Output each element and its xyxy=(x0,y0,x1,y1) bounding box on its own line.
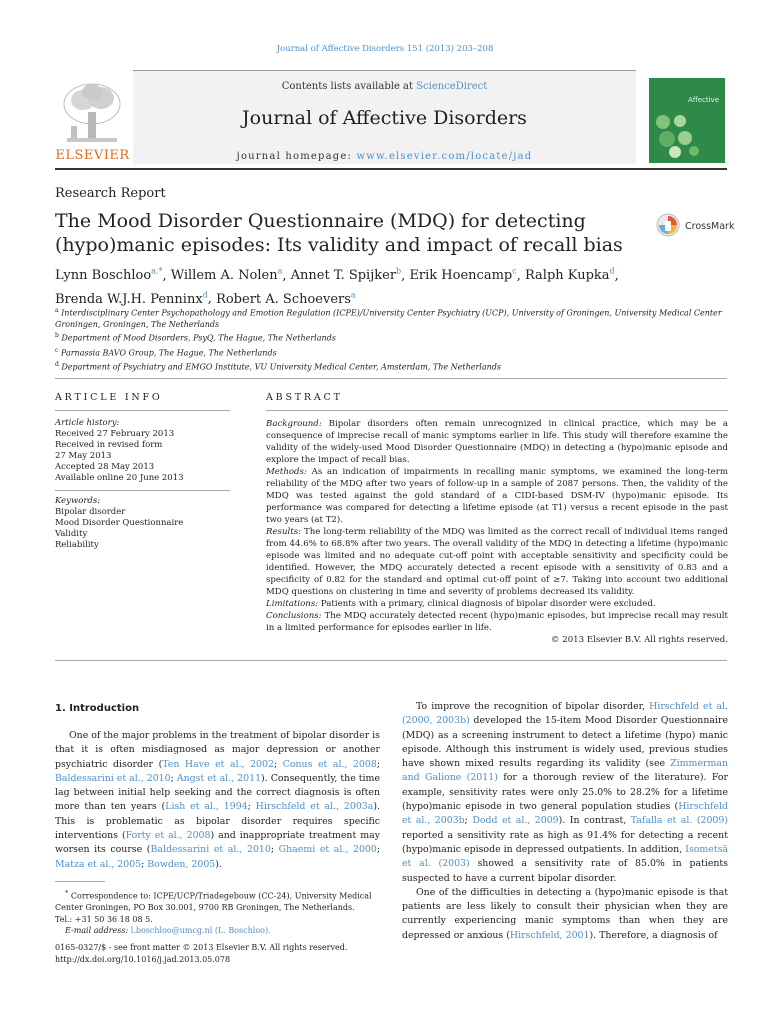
body-text: ). Consequently, the time lag between initial help seeking and the correct diagnosis is often more than ten years ( xyxy=(55,772,380,813)
info-top-divider xyxy=(55,378,727,379)
journal-header-box xyxy=(133,70,636,164)
info-heading-rule xyxy=(55,410,230,411)
author[interactable]: Willem A. Nolen$^a$ xyxy=(170,267,283,284)
history-item: 27 May 2013 xyxy=(55,451,112,461)
elsevier-wordmark: ELSEVIER xyxy=(55,148,130,163)
elsevier-logo xyxy=(55,78,130,163)
abstract-bottom-divider xyxy=(55,660,727,661)
body-text: ; xyxy=(464,815,473,827)
keywords-label: Keywords: xyxy=(55,496,101,506)
abstract-copyright: © 2013 Elsevier B.V. All rights reserved. xyxy=(550,635,728,645)
citation-link[interactable]: Conus et al., 2008 xyxy=(282,758,377,770)
cover-title: Affective xyxy=(688,96,719,104)
citation-link[interactable]: Baldessarini et al., 2010 xyxy=(55,772,171,784)
homepage-prefix: journal homepage: xyxy=(236,151,357,162)
citation-link[interactable]: Isometsä et al. (2003) xyxy=(402,843,728,870)
body-text: ; xyxy=(247,801,256,813)
author[interactable]: Lynn Boschloo$^{a,*}$ xyxy=(55,267,163,284)
author[interactable]: Ralph Kupka$^d$ xyxy=(524,267,615,284)
body-text: ; xyxy=(376,844,381,856)
author[interactable]: Erik Hoencamp$^c$ xyxy=(409,267,517,284)
citation-link[interactable]: Hirschfeld et al., 2003a xyxy=(255,801,374,813)
body-text: showed a sensitivity rate of 85.0% in patients suspected to have a current bipolar disorder. xyxy=(402,858,728,884)
body-text: ; xyxy=(270,844,279,856)
keywords-divider xyxy=(55,490,230,491)
abstract-results: Results: The long-term reliability of the MDQ was limited as the correct recall of individual items ranged from 44.6% to 68.8% after two years. The overall validity of the MDQ in detecting a lifetime (hypo)manic episode was limited and no adequate cut-off point with acceptable sensitivity and specificity could be identified. However, the MDQ accurately detected a recent episode with a sensitivity of 0.83 and a specificity of 0.82 for the standard and optimal cut-off point of ≥7. Taking into account two additional MDQ questions on clustering in time and severity of problems decreased its validity. xyxy=(266,527,728,597)
journal-name: Journal of Affective Disorders xyxy=(242,107,527,129)
citation-link[interactable]: Bowden, 2005 xyxy=(147,858,216,870)
intro-paragraph xyxy=(402,700,728,886)
abstract-background: Background: Bipolar disorders often remain unrecognized in clinical practice, which may be a consequence of imprecise recall of manic symptoms earlier in life. This study will therefore examine the validity of the widely-used Mood Disorder Questionnaire (MDQ) in detecting a (hypo)manic episode and explore the impact of recall bias. xyxy=(266,419,728,465)
crossmark-label: CrossMark xyxy=(685,221,735,232)
citation-link[interactable]: Angst et al., 2011 xyxy=(176,772,262,784)
contents-line xyxy=(133,81,636,92)
history-item: Received 27 February 2013 xyxy=(55,429,175,439)
body-text: One of the difficulties in detecting a (hypo)manic episode is that patients are less likely to consult their physician when they are currently experiencing manic symptoms than when they are depressed or anxious ( xyxy=(402,886,728,941)
body-text: ). Therefore, a diagnosis of xyxy=(589,929,718,941)
citation-link[interactable]: Baldessarini et al., 2010 xyxy=(150,844,271,856)
contents-prefix: Contents lists available at xyxy=(281,81,417,92)
history-item: Available online 20 June 2013 xyxy=(55,473,184,483)
citation-link[interactable]: Dodd et al., 2009 xyxy=(472,815,559,827)
body-text: ; xyxy=(376,758,380,770)
header-divider xyxy=(55,168,727,170)
section-title-introduction: 1. Introduction xyxy=(55,703,140,714)
history-item: Accepted 28 May 2013 xyxy=(55,462,155,472)
affiliations xyxy=(55,305,735,373)
citation-link[interactable]: Hirschfeld, 2001 xyxy=(509,929,590,941)
keyword: Bipolar disorder xyxy=(55,507,126,517)
author-list: Lynn Boschloo$^{a,*}$, Willem A. Nolen$^a$, Annet T. Spijker$^b$, Erik Hoencamp$^c$, Ralph Kupka$^d$, Brenda W.J.H. Penninx$^d$, Robert A. Schoevers$^a$ xyxy=(55,267,619,307)
author[interactable]: Brenda W.J.H. Penninx$^d$ xyxy=(55,290,208,307)
citation-link[interactable]: Matza et al., 2005 xyxy=(55,858,142,870)
article-title: The Mood Disorder Questionnaire (MDQ) for detecting (hypo)manic episodes: Its validity and impact of recall bias xyxy=(55,210,623,256)
citation-link[interactable]: Ten Have et al., 2002 xyxy=(162,758,274,770)
journal-homepage xyxy=(133,151,636,162)
email-link[interactable]: l.boschloo@umcg.nl (L. Boschloo). xyxy=(130,926,271,936)
journal-cover-image xyxy=(649,78,725,163)
abstract-heading-rule xyxy=(266,410,728,411)
publication-meta xyxy=(55,942,385,965)
doi-link[interactable]: http://dx.doi.org/10.1016/j.jad.2013.05.078 xyxy=(55,954,231,964)
abstract-body xyxy=(266,418,728,646)
homepage-link[interactable]: www.elsevier.com/locate/jad xyxy=(356,151,533,162)
footnote-rule xyxy=(55,881,105,882)
intro-paragraph xyxy=(402,886,728,943)
body-left-column xyxy=(55,729,380,872)
crossmark-icon xyxy=(655,212,681,240)
cover-pattern-icon xyxy=(653,112,701,158)
citation-link[interactable]: Tafalla et al. (2009) xyxy=(630,815,729,827)
affiliation: $^c$ Parnassia BAVO Group, The Hague, The Netherlands xyxy=(55,346,277,358)
intro-paragraph xyxy=(55,729,380,872)
keyword: Mood Disorder Questionnaire xyxy=(55,518,184,528)
citation-link[interactable]: Ghaemi et al., 2000 xyxy=(278,844,377,856)
body-text: ; xyxy=(141,858,148,870)
abstract-methods: Methods: As an indication of impairments in recalling manic symptoms, we examined the long-term reliability of the MDQ after two years of follow-up in a sample of 2087 persons. Then, the validity of the MDQ was tested against the gold standard of a CIDI-based DSM-IV (hypo)manic episode. Its performance was compared for detecting a lifetime episode (at T1) versus a recent episode in the past two years (at T2). xyxy=(266,467,729,525)
author[interactable]: Annet T. Spijker$^b$ xyxy=(290,267,402,284)
body-text: ). xyxy=(215,858,222,870)
affiliation: $^b$ Department of Mood Disorders, PsyQ, The Hague, The Netherlands xyxy=(55,332,336,344)
elsevier-tree-icon xyxy=(55,78,130,148)
abstract-heading: ABSTRACT xyxy=(266,392,343,403)
body-text: reported a sensitivity rate as high as 91.4% for detecting a recent (hypo)manic episode in depressed outpatients. In addition, xyxy=(402,829,728,855)
body-text: developed the 15-item Mood Disorder Questionnaire (MDQ) as a screening instrument to detect a lifetime (hypo) manic episode. Although this instrument is widely used, previous studies have shown mixed results regarding its validity (see xyxy=(402,715,728,770)
citation-link[interactable]: Forty et al., 2008 xyxy=(125,830,211,842)
keyword: Reliability xyxy=(55,540,99,550)
body-text: To improve the recognition of bipolar disorder, xyxy=(416,701,650,712)
history-label: Article history: xyxy=(55,418,120,428)
abstract-limitations: Limitations: Patients with a primary, clinical diagnosis of bipolar disorder were excluded. xyxy=(266,599,656,609)
affiliation: $^a$ Interdisciplinary Center Psychopathology and Emotion Regulation (ICPE)/University Center Psychiatry (UCP), University of Groningen, University Medical Center Groningen, Groningen, The Netherlands xyxy=(55,307,722,330)
citation-link[interactable]: Lish et al., 1994 xyxy=(165,801,248,813)
keyword: Validity xyxy=(55,529,88,539)
body-text: ) and inappropriate treatment may worsen its course ( xyxy=(55,830,380,856)
body-text: One of the major problems in the treatment of bipolar disorder is that it is often misdiagnosed as major depression or another psychiatric disorder ( xyxy=(55,730,380,770)
body-text: for a thorough review of the literature). For example, sensitivity rates were only 25.0% to 28.2% for a lifetime (hypo)manic episode in two general population studies ( xyxy=(402,772,728,813)
abstract-conclusions: Conclusions: The MDQ accurately detected recent (hypo)manic episodes, but imprecise recall may result in a limited performance for episodes earlier in life. xyxy=(266,611,728,633)
body-text: ; xyxy=(170,772,177,784)
affiliation: $^d$ Department of Psychiatry and EMGO Institute, VU University Medical Center, Amsterdam, The Netherlands xyxy=(55,360,501,372)
article-info xyxy=(55,418,230,551)
body-text: ). This is problematic as bipolar disorder requires specific interventions ( xyxy=(55,801,380,842)
body-right-column xyxy=(402,700,728,943)
article-type: Research Report xyxy=(55,186,166,201)
issn-line: 0165-0327/$ - see front matter © 2013 Elsevier B.V. All rights reserved. xyxy=(55,943,348,952)
body-text: ). In contrast, xyxy=(558,815,631,827)
citation-link[interactable]: Zimmerman and Galione (2011) xyxy=(402,758,728,784)
journal-citation[interactable]: Journal of Affective Disorders 151 (2013) 203–208 xyxy=(276,44,494,54)
body-text: ; xyxy=(273,758,283,770)
article-info-heading: ARTICLE INFO xyxy=(55,392,163,403)
correspondence-footnote: * Correspondence to: ICPE/UCP/Triadegebouw (CC-24), University Medical Center Groningen, PO Box 30.001, 9700 RB Groningen, The Netherlands. Tel.: +31 50 36 18 08 5. E-mail address: l.boschloo@umcg.nl (L. Boschloo). xyxy=(55,889,372,936)
sciencedirect-link[interactable]: ScienceDirect xyxy=(416,81,488,92)
citation-link[interactable]: Hirschfeld et al. (2000, 2003b) xyxy=(402,701,728,727)
citation-link[interactable]: Hirschfeld et al., 2003b xyxy=(402,801,728,827)
history-item: Received in revised form xyxy=(55,440,163,450)
crossmark-button[interactable] xyxy=(655,212,735,240)
author[interactable]: Robert A. Schoevers$^a$ xyxy=(216,290,356,307)
